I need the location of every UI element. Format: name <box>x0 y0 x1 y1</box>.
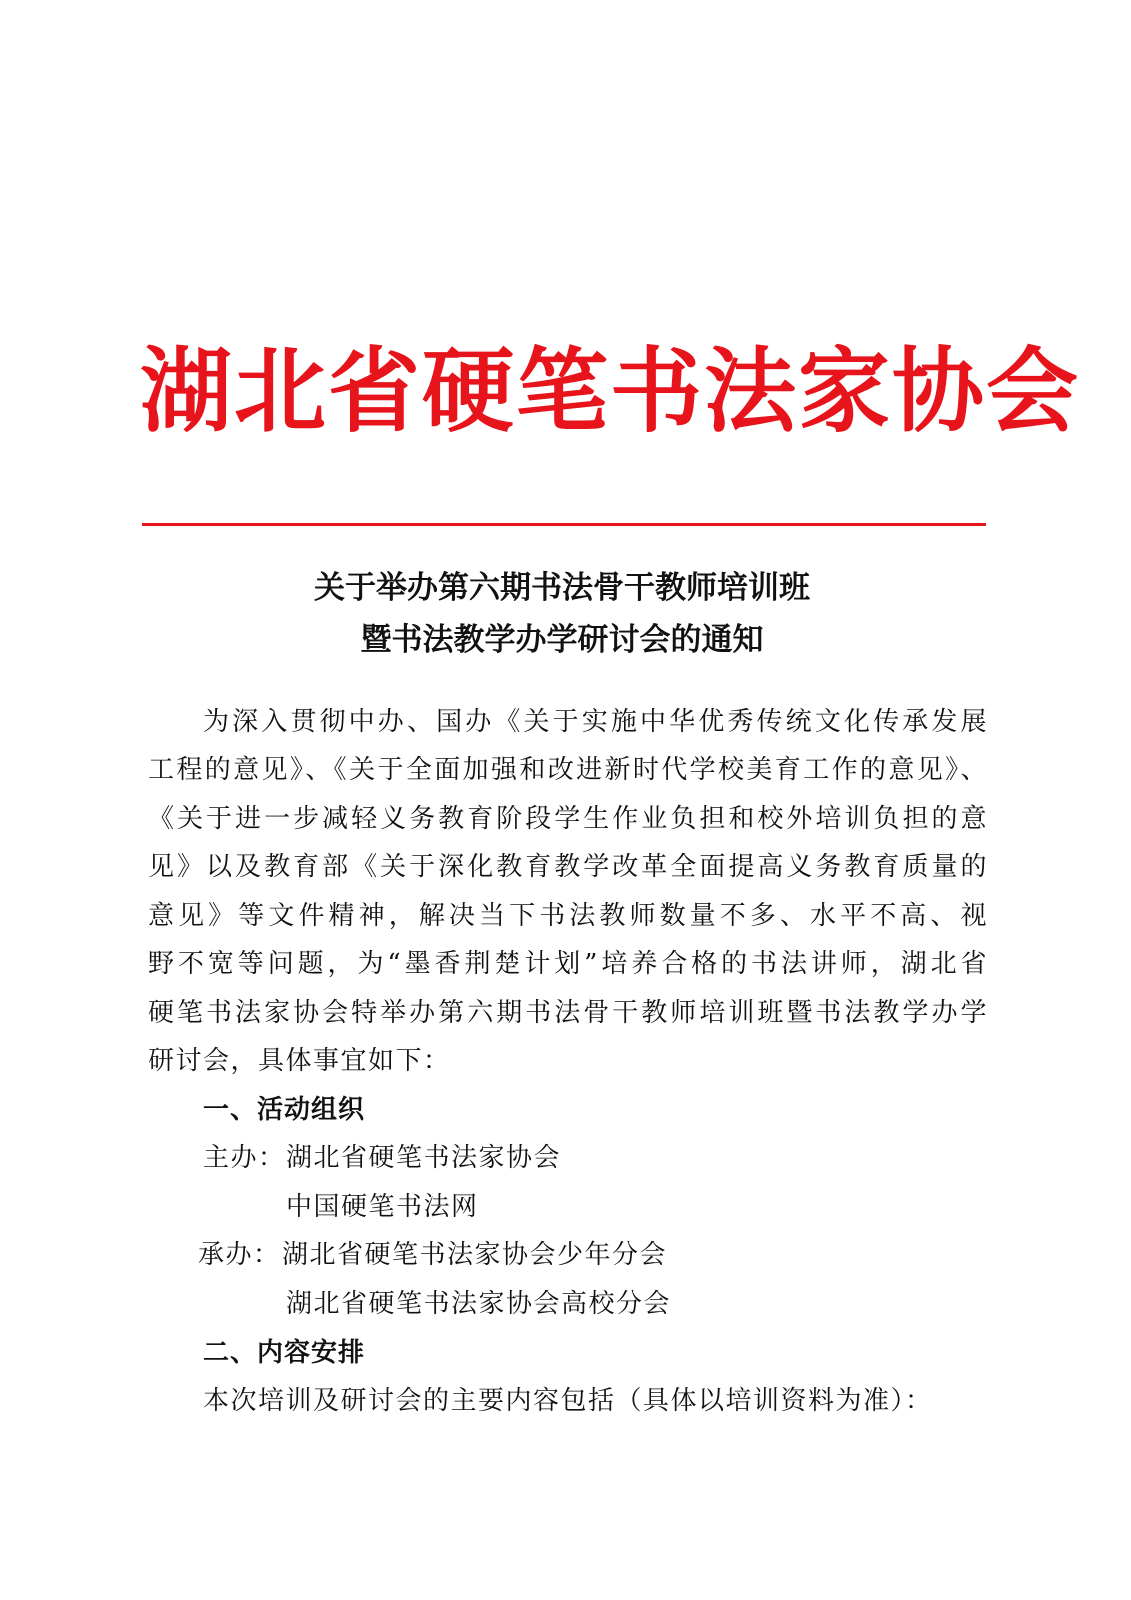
section-1-heading: 一、活动组织 <box>203 1095 366 1125</box>
organizer-name: 湖北省硬笔书法家协会高校分会 <box>286 1289 672 1319</box>
host-name: 湖北省硬笔书法家协会 <box>286 1143 562 1173</box>
paragraph-line: 野不宽等问题，为“墨香荆楚计划”培养合格的书法讲师，湖北省 <box>148 949 988 979</box>
notice-title-line-2: 暨书法教学办学研讨会的通知 <box>360 622 764 658</box>
paragraph-line: 《关于进一步减轻义务教育阶段学生作业负担和校外培训负担的意 <box>148 804 988 834</box>
host-label: 主办： <box>203 1143 286 1173</box>
organizer-name: 湖北省硬笔书法家协会少年分会 <box>282 1240 668 1270</box>
paragraph-line: 意见》等文件精神，解决当下书法教师数量不多、水平不高、视 <box>148 901 988 931</box>
paragraph-line: 为深入贯彻中办、国办《关于实施中华优秀传统文化传承发展 <box>203 707 988 737</box>
paragraph-line: 见》以及教育部《关于深化教育教学改革全面提高义务教育质量的 <box>148 852 988 882</box>
paragraph-line: 研讨会，具体事宜如下： <box>148 1046 451 1076</box>
letterhead-red-rule <box>142 523 986 526</box>
paragraph-line: 工程的意见》、《关于全面加强和改进新时代学校美育工作的意见》、 <box>148 755 988 785</box>
paragraph-line: 硬笔书法家协会特举办第六期书法骨干教师培训班暨书法教学办学 <box>148 998 988 1028</box>
letterhead-organization: 湖北省硬笔书法家协会 <box>140 338 1081 445</box>
organizer-label: 承办： <box>198 1240 281 1270</box>
notice-title-line-1: 关于举办第六期书法骨干教师培训班 <box>314 570 810 606</box>
host-name: 中国硬笔书法网 <box>286 1192 479 1222</box>
section-2-heading: 二、内容安排 <box>203 1338 366 1368</box>
section-2-intro: 本次培训及研讨会的主要内容包括（具体以培训资料为准）： <box>203 1386 933 1416</box>
